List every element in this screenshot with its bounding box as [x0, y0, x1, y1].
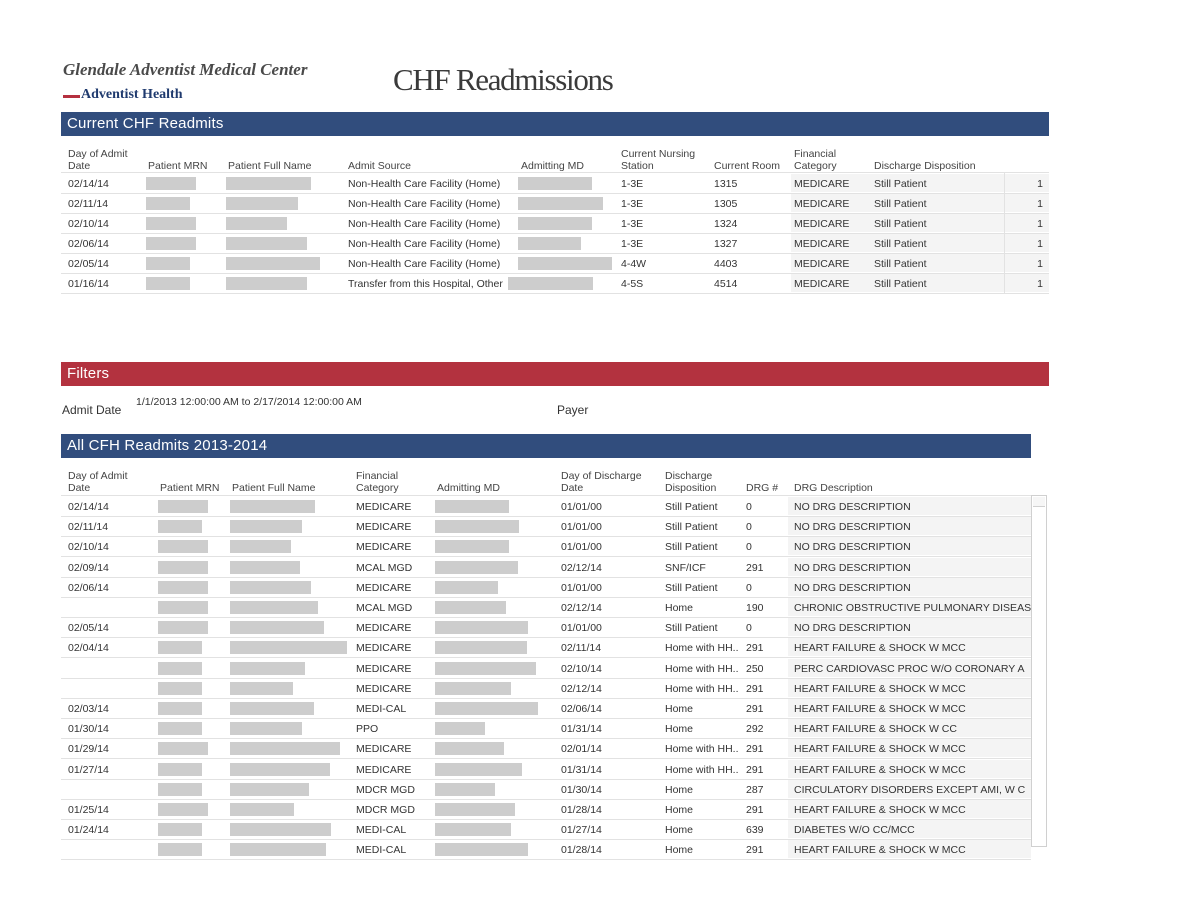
redacted-block — [158, 500, 208, 513]
redacted-block — [518, 177, 592, 190]
admit-date-cell: 02/14/14 — [68, 501, 109, 513]
discharge-date-cell: 01/31/14 — [561, 763, 602, 776]
org-name: Glendale Adventist Medical Center — [63, 60, 308, 79]
discharge-date-cell: 02/01/14 — [561, 743, 602, 756]
drg-description-cell: HEART FAILURE & SHOCK W MCC — [794, 682, 966, 695]
redacted-block — [146, 197, 190, 210]
redacted-block — [158, 540, 208, 553]
table-row[interactable] — [61, 253, 1049, 274]
redacted-block — [158, 823, 202, 836]
drg-number-cell: 291 — [746, 804, 764, 816]
financial-category-cell: MEDICARE — [356, 622, 412, 635]
discharge-disposition-cell: Still Patient — [874, 258, 927, 270]
table-row[interactable] — [61, 658, 1031, 679]
redacted-block — [158, 702, 202, 715]
cell-divider — [1004, 193, 1005, 213]
nursing-station-cell: 1-3E — [621, 198, 644, 210]
discharge-disposition-cell: Still Patient — [665, 521, 718, 534]
redacted-block — [230, 742, 340, 755]
col-header-mrn[interactable]: Patient MRN — [160, 482, 220, 494]
redacted-block — [158, 843, 202, 856]
scrollbar-thumb[interactable] — [1033, 497, 1045, 507]
payer-filter-label[interactable]: Payer — [557, 403, 589, 417]
discharge-date-cell: 01/28/14 — [561, 844, 602, 857]
admit-date-cell: 01/25/14 — [68, 804, 109, 816]
table-row[interactable] — [61, 597, 1031, 618]
redacted-block — [230, 682, 293, 695]
table-row[interactable] — [61, 718, 1031, 739]
table-row[interactable] — [61, 193, 1049, 214]
discharge-disposition-cell: Still Patient — [665, 541, 718, 554]
drg-description-cell: NO DRG DESCRIPTION — [794, 622, 911, 635]
redacted-block — [435, 742, 504, 755]
org-logo — [63, 87, 183, 103]
redacted-block — [230, 803, 294, 816]
financial-category-cell: MEDICARE — [356, 501, 412, 513]
admit-source-cell: Non-Health Care Facility (Home) — [348, 178, 501, 190]
redacted-block — [435, 581, 498, 594]
current-readmits-banner: Current CHF Readmits — [61, 112, 1049, 136]
redacted-block — [146, 177, 196, 190]
redacted-block — [158, 520, 202, 533]
discharge-disposition-cell: Home with HH.. — [665, 743, 739, 756]
drg-number-cell: 291 — [746, 703, 764, 715]
col-header-financial-category[interactable]: Financial Category — [356, 470, 399, 494]
readmit-count-cell: 1 — [1037, 198, 1043, 210]
discharge-date-cell: 02/06/14 — [561, 703, 602, 715]
redacted-block — [435, 823, 511, 836]
redacted-block — [146, 217, 196, 230]
discharge-date-cell: 02/12/14 — [561, 682, 602, 695]
discharge-date-cell: 01/01/00 — [561, 521, 602, 534]
drg-number-cell: 291 — [746, 844, 764, 857]
discharge-date-cell: 01/27/14 — [561, 824, 602, 837]
col-header-nursing-station[interactable]: Current Nursing Station — [621, 148, 696, 172]
drg-description-cell: HEART FAILURE & SHOCK W MCC — [794, 804, 966, 816]
admit-date-cell: 01/30/14 — [68, 723, 109, 736]
discharge-disposition-cell: Still Patient — [665, 501, 718, 513]
redacted-block — [230, 702, 314, 715]
discharge-disposition-cell: Home with HH.. — [665, 682, 739, 695]
redacted-block — [146, 257, 190, 270]
room-cell: 4403 — [714, 258, 738, 270]
table-row[interactable] — [61, 557, 1031, 578]
redacted-block — [518, 197, 603, 210]
col-header-financial-category[interactable]: Financial Category — [794, 148, 837, 172]
redacted-block — [435, 702, 538, 715]
discharge-disposition-cell: Still Patient — [874, 238, 927, 250]
drg-number-cell: 0 — [746, 622, 752, 635]
admit-date-cell: 02/06/14 — [68, 238, 109, 250]
financial-category-cell: MEDICARE — [794, 238, 850, 250]
redacted-block — [230, 843, 326, 856]
redacted-block — [158, 742, 208, 755]
redacted-block — [226, 177, 311, 190]
redacted-block — [435, 621, 528, 634]
discharge-disposition-cell: Home — [665, 824, 694, 837]
table-row[interactable] — [61, 173, 1049, 194]
discharge-date-cell: 02/12/14 — [561, 561, 602, 574]
report-title: CHF Readmissions — [393, 62, 613, 97]
room-cell: 1315 — [714, 178, 738, 190]
discharge-date-cell: 01/01/00 — [561, 581, 602, 594]
redacted-block — [230, 540, 291, 553]
org-sub-name: Adventist Health — [81, 87, 183, 102]
redacted-block — [158, 763, 202, 776]
admit-date-filter-label: Admit Date — [62, 403, 122, 417]
table-row[interactable] — [61, 819, 1031, 840]
col-header-drg-number[interactable]: DRG # — [746, 482, 779, 494]
redacted-block — [435, 783, 495, 796]
nursing-station-cell: 1-3E — [621, 238, 644, 250]
table-row[interactable] — [61, 516, 1031, 537]
table-row[interactable] — [61, 273, 1049, 294]
discharge-disposition-cell: SNF/ICF — [665, 561, 706, 574]
redacted-block — [435, 843, 528, 856]
admit-source-cell: Non-Health Care Facility (Home) — [348, 198, 501, 210]
table-row[interactable] — [61, 678, 1031, 699]
redacted-block — [158, 722, 202, 735]
redacted-block — [230, 783, 309, 796]
discharge-disposition-cell: Home with HH.. — [665, 642, 739, 655]
drg-description-cell: NO DRG DESCRIPTION — [794, 541, 911, 554]
drg-number-cell: 0 — [746, 541, 752, 554]
discharge-disposition-cell: Still Patient — [874, 178, 927, 190]
drg-description-cell: PERC CARDIOVASC PROC W/O CORONARY A — [794, 662, 1025, 675]
drg-description-cell: HEART FAILURE & SHOCK W MCC — [794, 743, 966, 756]
redacted-block — [226, 277, 307, 290]
financial-category-cell: MEDICARE — [794, 278, 850, 290]
cell-divider — [1004, 213, 1005, 233]
redacted-block — [226, 237, 307, 250]
table-row[interactable] — [61, 698, 1031, 719]
drg-number-cell: 291 — [746, 682, 764, 695]
redacted-block — [230, 581, 311, 594]
redacted-block — [158, 662, 202, 675]
discharge-disposition-cell: Home — [665, 723, 694, 736]
discharge-disposition-cell: Still Patient — [665, 622, 718, 635]
discharge-date-cell: 02/11/14 — [561, 642, 602, 655]
discharge-disposition-cell: Home — [665, 783, 694, 796]
drg-number-cell: 291 — [746, 561, 764, 574]
admit-source-cell: Transfer from this Hospital, Other — [348, 278, 503, 290]
col-header-current-room[interactable]: Current Room — [714, 160, 780, 172]
drg-number-cell: 291 — [746, 642, 764, 655]
discharge-disposition-cell: Home — [665, 804, 694, 816]
drg-number-cell: 0 — [746, 501, 752, 513]
redacted-block — [230, 823, 331, 836]
drg-description-cell: NO DRG DESCRIPTION — [794, 501, 911, 513]
col-header-admit-source[interactable]: Admit Source — [348, 160, 412, 172]
discharge-date-cell: 02/12/14 — [561, 602, 602, 614]
col-header-admit-date[interactable]: Day of Admit Date — [68, 148, 128, 172]
all-readmits-scrollbar[interactable] — [1031, 495, 1047, 847]
discharge-disposition-cell: Home with HH.. — [665, 763, 739, 776]
redacted-block — [435, 520, 519, 533]
col-header-mrn[interactable]: Patient MRN — [148, 160, 208, 172]
cell-divider — [1004, 233, 1005, 253]
drg-description-cell: NO DRG DESCRIPTION — [794, 521, 911, 534]
redacted-block — [435, 561, 518, 574]
table-row[interactable] — [61, 496, 1031, 517]
redacted-block — [435, 763, 522, 776]
admit-date-cell: 01/24/14 — [68, 824, 109, 837]
discharge-disposition-cell: Still Patient — [874, 278, 927, 290]
financial-category-cell: MEDICARE — [794, 258, 850, 270]
financial-category-cell: MEDICARE — [794, 218, 850, 230]
redacted-block — [158, 601, 208, 614]
discharge-date-cell: 02/10/14 — [561, 662, 602, 675]
redacted-block — [230, 722, 302, 735]
redacted-block — [435, 540, 509, 553]
redacted-block — [518, 217, 592, 230]
drg-number-cell: 250 — [746, 662, 764, 675]
discharge-date-cell: 01/30/14 — [561, 783, 602, 796]
col-header-drg-description[interactable]: DRG Description — [794, 482, 873, 494]
table-row[interactable] — [61, 617, 1031, 638]
drg-description-cell: HEART FAILURE & SHOCK W MCC — [794, 703, 966, 715]
admit-date-cell: 02/09/14 — [68, 561, 109, 574]
redacted-block — [230, 641, 347, 654]
drg-description-cell: HEART FAILURE & SHOCK W CC — [794, 723, 957, 736]
redacted-block — [230, 621, 324, 634]
col-header-discharge-disposition[interactable]: Discharge Disposition — [874, 160, 976, 172]
drg-number-cell: 0 — [746, 581, 752, 594]
discharge-disposition-cell: Still Patient — [665, 581, 718, 594]
redacted-block — [230, 662, 305, 675]
admit-date-cell: 01/27/14 — [68, 763, 109, 776]
readmit-count-cell: 1 — [1037, 178, 1043, 190]
redacted-block — [230, 601, 318, 614]
redacted-block — [230, 561, 300, 574]
readmit-count-cell: 1 — [1037, 238, 1043, 250]
redacted-block — [435, 601, 506, 614]
table-row[interactable] — [61, 233, 1049, 254]
room-cell: 1327 — [714, 238, 738, 250]
table-row[interactable] — [61, 536, 1031, 557]
discharge-disposition-cell: Home — [665, 602, 694, 614]
redacted-block — [435, 682, 511, 695]
table-row[interactable] — [61, 637, 1031, 658]
col-header-full-name[interactable]: Patient Full Name — [228, 160, 312, 172]
col-header-admitting-md[interactable]: Admitting MD — [437, 482, 501, 494]
redacted-block — [518, 257, 612, 270]
financial-category-cell: MEDICARE — [356, 743, 412, 756]
readmit-count-cell: 1 — [1037, 278, 1043, 290]
discharge-date-cell: 01/01/00 — [561, 501, 602, 513]
discharge-disposition-cell: Still Patient — [874, 198, 927, 210]
drg-number-cell: 291 — [746, 763, 764, 776]
cell-divider — [1004, 273, 1005, 293]
redacted-block — [158, 641, 202, 654]
col-header-discharge-date[interactable]: Day of Discharge Date — [561, 470, 642, 494]
cell-divider — [1004, 253, 1005, 273]
nursing-station-cell: 4-5S — [621, 278, 644, 290]
col-header-admit-date[interactable]: Day of Admit Date — [68, 470, 128, 494]
redacted-block — [435, 641, 527, 654]
financial-category-cell: MEDI-CAL — [356, 844, 407, 857]
all-readmits-banner: All CFH Readmits 2013-2014 — [61, 434, 1031, 458]
financial-category-cell: MEDICARE — [356, 581, 412, 594]
admit-date-cell: 02/06/14 — [68, 581, 109, 594]
col-header-full-name[interactable]: Patient Full Name — [232, 482, 316, 494]
admit-date-cell: 02/04/14 — [68, 642, 109, 655]
table-row[interactable] — [61, 577, 1031, 598]
admit-date-cell: 02/14/14 — [68, 178, 109, 190]
redacted-block — [146, 277, 190, 290]
discharge-disposition-cell: Still Patient — [874, 218, 927, 230]
table-row[interactable] — [61, 213, 1049, 234]
drg-number-cell: 287 — [746, 783, 764, 796]
readmit-count-cell: 1 — [1037, 258, 1043, 270]
drg-description-cell: NO DRG DESCRIPTION — [794, 561, 911, 574]
room-cell: 1305 — [714, 198, 738, 210]
admit-source-cell: Non-Health Care Facility (Home) — [348, 258, 501, 270]
nursing-station-cell: 4-4W — [621, 258, 647, 270]
financial-category-cell: MEDI-CAL — [356, 824, 407, 837]
drg-number-cell: 639 — [746, 824, 764, 837]
table-row[interactable] — [61, 799, 1031, 820]
drg-description-cell: HEART FAILURE & SHOCK W MCC — [794, 844, 966, 857]
financial-category-cell: MDCR MGD — [356, 783, 415, 796]
financial-category-cell: MCAL MGD — [356, 561, 413, 574]
col-header-admitting-md[interactable]: Admitting MD — [521, 160, 585, 172]
redacted-block — [435, 803, 515, 816]
admit-date-cell: 02/10/14 — [68, 218, 109, 230]
drg-number-cell: 0 — [746, 521, 752, 534]
drg-description-cell: HEART FAILURE & SHOCK W MCC — [794, 642, 966, 655]
drg-description-cell: CHRONIC OBSTRUCTIVE PULMONARY DISEAS — [794, 602, 1032, 614]
admit-date-cell: 02/10/14 — [68, 541, 109, 554]
redacted-block — [158, 561, 208, 574]
redacted-block — [226, 217, 287, 230]
redacted-block — [158, 682, 202, 695]
discharge-date-cell: 01/01/00 — [561, 541, 602, 554]
discharge-disposition-cell: Home — [665, 703, 694, 715]
financial-category-cell: MCAL MGD — [356, 602, 413, 614]
admit-source-cell: Non-Health Care Facility (Home) — [348, 238, 501, 250]
redacted-block — [158, 621, 208, 634]
financial-category-cell: MEDICARE — [356, 541, 412, 554]
financial-category-cell: MDCR MGD — [356, 804, 415, 816]
financial-category-cell: MEDICARE — [356, 662, 412, 675]
drg-number-cell: 292 — [746, 723, 764, 736]
all-readmits-viewport — [0, 496, 1032, 857]
redacted-block — [508, 277, 593, 290]
redacted-block — [226, 197, 298, 210]
financial-category-cell: MEDICARE — [356, 521, 412, 534]
admit-date-cell: 02/11/14 — [68, 521, 109, 534]
redacted-block — [230, 763, 330, 776]
filters-banner: Filters — [61, 362, 1049, 386]
financial-category-cell: MEDICARE — [356, 642, 412, 655]
financial-category-cell: MEDI-CAL — [356, 703, 407, 715]
financial-category-cell: MEDICARE — [794, 198, 850, 210]
table-row[interactable] — [61, 779, 1031, 800]
room-cell: 4514 — [714, 278, 738, 290]
admit-date-cell: 02/05/14 — [68, 258, 109, 270]
admit-date-cell: 02/11/14 — [68, 198, 109, 210]
drg-description-cell: HEART FAILURE & SHOCK W MCC — [794, 763, 966, 776]
financial-category-cell: PPO — [356, 723, 379, 736]
redacted-block — [230, 520, 302, 533]
readmit-count-cell: 1 — [1037, 218, 1043, 230]
redacted-block — [518, 237, 581, 250]
nursing-station-cell: 1-3E — [621, 218, 644, 230]
admit-date-filter-value[interactable]: 1/1/2013 12:00:00 AM to 2/17/2014 12:00:00 AM — [136, 396, 362, 408]
table-row[interactable] — [61, 759, 1031, 780]
room-cell: 1324 — [714, 218, 738, 230]
admit-date-cell: 01/16/14 — [68, 278, 109, 290]
admit-source-cell: Non-Health Care Facility (Home) — [348, 218, 501, 230]
redacted-block — [435, 722, 485, 735]
financial-category-cell: MEDICARE — [356, 682, 412, 695]
cell-divider — [1004, 173, 1005, 193]
financial-category-cell: MEDICARE — [794, 178, 850, 190]
redacted-block — [435, 662, 536, 675]
redacted-block — [435, 500, 509, 513]
drg-description-cell: CIRCULATORY DISORDERS EXCEPT AMI, W C — [794, 783, 1026, 796]
discharge-disposition-cell: Home with HH.. — [665, 662, 739, 675]
financial-category-cell: MEDICARE — [356, 763, 412, 776]
admit-date-cell: 02/05/14 — [68, 622, 109, 635]
discharge-date-cell: 01/01/00 — [561, 622, 602, 635]
nursing-station-cell: 1-3E — [621, 178, 644, 190]
discharge-date-cell: 01/31/14 — [561, 723, 602, 736]
redacted-block — [158, 803, 208, 816]
discharge-disposition-cell: Home — [665, 844, 694, 857]
discharge-date-cell: 01/28/14 — [561, 804, 602, 816]
logo-mark-icon — [63, 95, 80, 98]
drg-number-cell: 190 — [746, 602, 764, 614]
col-header-discharge-disposition[interactable]: Discharge Disposition — [665, 470, 717, 494]
drg-description-cell: NO DRG DESCRIPTION — [794, 581, 911, 594]
redacted-block — [146, 237, 196, 250]
redacted-block — [226, 257, 320, 270]
redacted-block — [158, 783, 202, 796]
drg-description-cell: DIABETES W/O CC/MCC — [794, 824, 915, 837]
redacted-block — [230, 500, 315, 513]
admit-date-cell: 01/29/14 — [68, 743, 109, 756]
table-row[interactable] — [61, 738, 1031, 759]
drg-number-cell: 291 — [746, 743, 764, 756]
redacted-block — [158, 581, 208, 594]
admit-date-cell: 02/03/14 — [68, 703, 109, 715]
table-row[interactable] — [61, 839, 1031, 860]
